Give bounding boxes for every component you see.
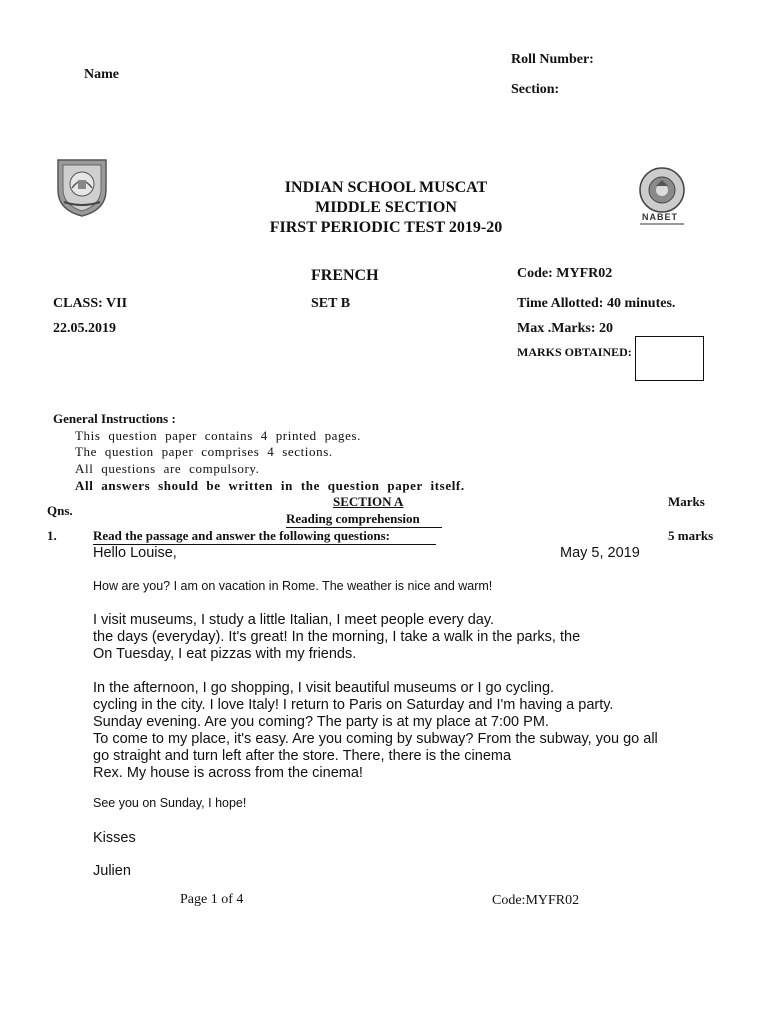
letter-date: May 5, 2019 (560, 545, 640, 561)
section-subtitle: Reading comprehension (286, 511, 442, 528)
exam-code: Code: MYFR02 (517, 266, 613, 281)
letter-greeting: Hello Louise, (93, 545, 177, 561)
nabet-logo-text: NABET (642, 212, 678, 222)
marks-obtained-label: MARKS OBTAINED: (517, 345, 632, 359)
letter-closing: See you on Sunday, I hope! (93, 796, 247, 810)
paragraph-line: On Tuesday, I eat pizzas with my friends. (93, 646, 357, 662)
school-section: MIDDLE SECTION (315, 199, 457, 216)
exam-title: FIRST PERIODIC TEST 2019-20 (269, 219, 503, 236)
paragraph-line: cycling in the city. I love Italy! I return to Paris on Saturday and I'm having a party. (93, 697, 614, 713)
paragraph-line: In the afternoon, I go shopping, I visit beautiful museums or I go cycling. (93, 680, 555, 696)
max-marks: Max .Marks: 20 (517, 321, 614, 336)
set-label: SET B (311, 296, 351, 311)
time-allotted: Time Allotted: 40 minutes. (517, 296, 676, 311)
qns-label: Qns. (47, 503, 73, 518)
section-label: Section: (511, 82, 560, 97)
roll-number-label: Roll Number: (511, 52, 594, 67)
school-name: INDIAN SCHOOL MUSCAT (284, 179, 488, 196)
instruction-line: The question paper comprises 4 sections. (75, 444, 333, 459)
exam-date: 22.05.2019 (53, 321, 116, 336)
paragraph-line: go straight and turn left after the store. There, there is the cinema (93, 748, 512, 764)
question-number: 1. (47, 528, 57, 543)
class-label: CLASS: VII (53, 296, 128, 311)
instructions-heading: General Instructions : (53, 411, 176, 426)
instruction-line-bold: All answers should be written in the question paper itself. (75, 478, 465, 493)
marks-obtained-box (635, 336, 704, 381)
paragraph-line: Rex. My house is across from the cinema! (93, 765, 363, 781)
footer-code: Code:MYFR02 (492, 893, 580, 908)
letter-kisses: Kisses (93, 830, 136, 846)
name-label: Name (84, 67, 119, 82)
subject-title: FRENCH (311, 267, 379, 284)
instruction-line: This question paper contains 4 printed pages. (75, 428, 362, 443)
instruction-line: All questions are compulsory. (75, 461, 260, 476)
letter-paragraph-1 (93, 612, 580, 663)
question-text: Read the passage and answer the following questions: (93, 528, 436, 545)
letter-paragraph-2 (93, 680, 658, 782)
letter-intro: How are you? I am on vacation in Rome. The weather is nice and warm! (93, 579, 493, 593)
question-marks: 5 marks (668, 528, 714, 543)
letter-signature: Julien (93, 863, 131, 879)
page-number: Page 1 of 4 (180, 892, 244, 907)
school-crest-logo (54, 156, 110, 218)
paragraph-line: To come to my place, it's easy. Are you coming by subway? From the subway, you go all (93, 731, 658, 747)
section-title: SECTION A (333, 494, 404, 509)
paragraph-line: Sunday evening. Are you coming? The party is at my place at 7:00 PM. (93, 714, 549, 730)
nabet-logo (634, 166, 690, 226)
marks-column-label: Marks (668, 494, 705, 509)
paragraph-line: I visit museums, I study a little Italian, I meet people every day. (93, 612, 495, 628)
paragraph-line: the days (everyday). It's great! In the morning, I take a walk in the parks, the (93, 629, 581, 645)
